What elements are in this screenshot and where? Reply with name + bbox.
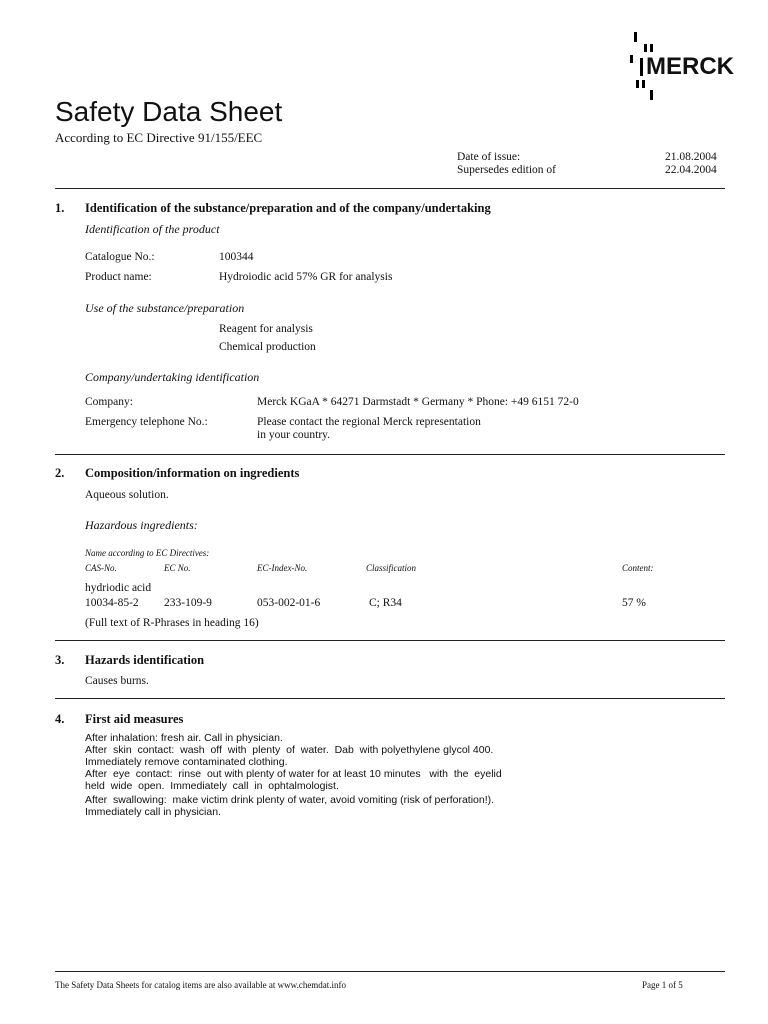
page-subtitle: According to EC Directive 91/155/EEC <box>55 130 263 145</box>
first-aid-line: After skin contact: wash off with plenty of water. Dab with polyethylene glycol 400. <box>85 744 494 756</box>
first-aid-line: held wide open. Immediately call in ophtalmologist. <box>85 780 339 792</box>
table-cell: 57 % <box>622 597 646 609</box>
page-number: Page 1 of 5 <box>642 980 683 990</box>
emergency-value: Please contact the regional Merck representation <box>257 416 481 428</box>
logo-mark-bar <box>640 58 643 76</box>
company-label: Company: <box>85 396 133 408</box>
footer-note: The Safety Data Sheets for catalog items are also available at www.chemdat.info <box>55 980 347 990</box>
first-aid-line: Immediately call in physician. <box>85 806 221 818</box>
column-header: EC No. <box>164 563 191 573</box>
divider <box>55 640 725 641</box>
section-number: 4. <box>55 712 65 726</box>
composition-text: Aqueous solution. <box>85 489 169 501</box>
logo-wordmark: MERCK <box>646 53 734 80</box>
use-item: Chemical production <box>219 341 316 353</box>
issue-date-value: 21.08.2004 <box>665 151 717 163</box>
catalogue-label: Catalogue No.: <box>85 251 155 263</box>
table-note: (Full text of R-Phrases in heading 16) <box>85 617 259 629</box>
logo-mark-bar <box>634 32 637 42</box>
table-cell: 233-109-9 <box>164 597 212 609</box>
emergency-value: in your country. <box>257 429 331 441</box>
divider <box>55 698 725 699</box>
column-header: CAS-No. <box>85 563 117 573</box>
first-aid-line: After inhalation: fresh air. Call in physician. <box>85 732 283 744</box>
ingredient-name: hydriodic acid <box>85 582 152 594</box>
hazards-text: Causes burns. <box>85 675 149 687</box>
table-cell: 10034-85-2 <box>85 597 139 609</box>
first-aid-line: After eye contact: rinse out with plenty of water for at least 10 minutes with the eyelid <box>85 768 502 780</box>
footer-divider <box>55 971 725 972</box>
emergency-label: Emergency telephone No.: <box>85 416 208 428</box>
table-cell: 053-002-01-6 <box>257 597 321 609</box>
logo-mark-bar <box>644 44 647 52</box>
use-item: Reagent for analysis <box>219 323 313 335</box>
page-title: Safety Data Sheet <box>55 96 283 127</box>
table-cell: C; R34 <box>369 597 402 609</box>
section-number: 3. <box>55 653 65 667</box>
section-heading: First aid measures <box>85 712 184 726</box>
section-heading: Hazards identification <box>85 653 205 667</box>
logo-mark-bar <box>650 44 653 52</box>
column-header: EC-Index-No. <box>257 563 308 573</box>
product-label: Product name: <box>85 271 152 283</box>
subsection-heading: Hazardous ingredients: <box>85 518 198 532</box>
first-aid-line: After swallowing: make victim drink plenty of water, avoid vomiting (risk of perforation!). <box>85 794 495 806</box>
subsection-heading: Use of the substance/preparation <box>85 301 245 315</box>
logo-mark-bar <box>630 55 633 63</box>
divider <box>55 454 725 455</box>
column-header: Classification <box>366 563 417 573</box>
issue-date-label: Date of issue: <box>457 151 521 163</box>
section-number: 1. <box>55 201 65 215</box>
logo-mark-bar <box>642 80 645 88</box>
first-aid-line: Immediately remove contaminated clothing. <box>85 756 288 768</box>
product-value: Hydroiodic acid 57% GR for analysis <box>219 271 393 283</box>
supersedes-label: Supersedes edition of <box>457 164 557 176</box>
merck-logo <box>628 32 738 102</box>
company-value: Merck KGaA * 64271 Darmstadt * Germany * Phone: +49 6151 72-0 <box>257 396 579 408</box>
section-number: 2. <box>55 466 65 480</box>
column-header: Content: <box>622 563 654 573</box>
subsection-heading: Company/undertaking identification <box>85 370 260 384</box>
table-caption: Name according to EC Directives: <box>85 548 210 558</box>
supersedes-value: 22.04.2004 <box>665 164 717 176</box>
section-heading: Identification of the substance/preparation and of the company/undertaking <box>85 201 491 215</box>
catalogue-value: 100344 <box>219 251 254 263</box>
logo-mark-bar <box>650 90 653 100</box>
subsection-heading: Identification of the product <box>85 222 220 236</box>
logo-mark-bar <box>636 80 639 88</box>
section-heading: Composition/information on ingredients <box>85 466 300 480</box>
divider <box>55 188 725 189</box>
